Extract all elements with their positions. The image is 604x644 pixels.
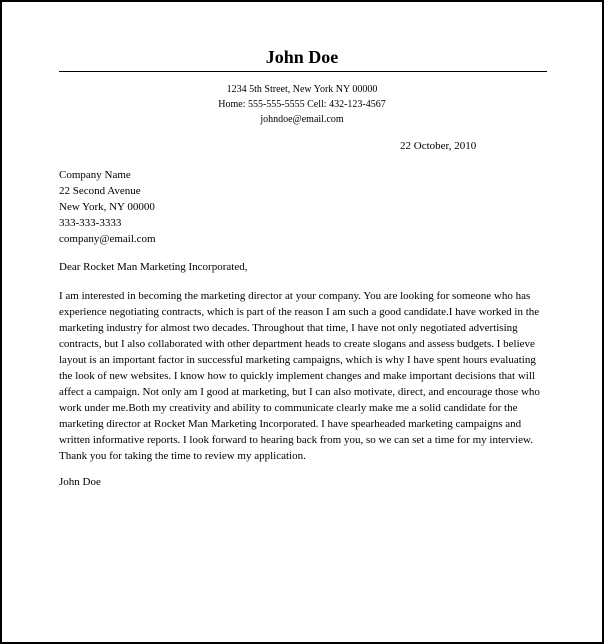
- letter-body: [59, 288, 540, 464]
- recipient-address-block: [59, 167, 156, 247]
- body-line: work under me.Both my creativity and ability to communicate clearly make me a solid candidate for the: [59, 402, 518, 414]
- body-line: contracts, but I also collaborated with other department heads to create slogans and assess budgets. I believe: [59, 338, 535, 350]
- recipient-company: Company Name: [59, 169, 131, 181]
- recipient-phone: 333-333-3333: [59, 217, 122, 229]
- header-divider: [59, 71, 547, 72]
- letter-date: 22 October, 2010: [400, 140, 477, 152]
- body-line: affect a campaign. Not only am I good at marketing, but I can also motivate, direct, and encourage those who: [59, 386, 540, 398]
- body-line: experience negotiating contracts, which is part of the reason I am such a good candidate.I have worked in the: [59, 306, 540, 318]
- body-line: written informative reports. I look forward to hearing back from you, so we can set a time for my interview.: [59, 434, 533, 446]
- sender-contact-block: [2, 82, 602, 127]
- recipient-email: company@email.com: [59, 233, 156, 245]
- body-line: marketing industry for almost two decades. Throughout that time, I have not only negotiated advertising: [59, 322, 518, 334]
- body-line: the look of new websites. I know how to quickly implement changes and make important decisions that will: [59, 370, 535, 382]
- sender-phones: Home: 555-555-5555 Cell: 432-123-4567: [218, 99, 386, 110]
- body-line: marketing director at Rocket Man Marketing Incorporated. I have spearheaded marketing campaigns and: [59, 418, 522, 430]
- body-line: I am interested in becoming the marketing director at your company. You are looking for someone who has: [59, 290, 531, 302]
- body-line: Thank you for taking the time to review my application.: [59, 450, 306, 462]
- body-line: layout is an important factor in successful marketing campaigns, which is why I have spent hours evaluating: [59, 354, 536, 366]
- recipient-city: New York, NY 00000: [59, 201, 155, 213]
- sender-email: johndoe@email.com: [260, 114, 344, 125]
- signature-name: John Doe: [59, 476, 101, 488]
- sender-name: John Doe: [265, 47, 339, 67]
- sender-address: 1234 5th Street, New York NY 00000: [226, 84, 378, 95]
- salutation: Dear Rocket Man Marketing Incorporated,: [59, 261, 248, 273]
- recipient-street: 22 Second Avenue: [59, 185, 141, 197]
